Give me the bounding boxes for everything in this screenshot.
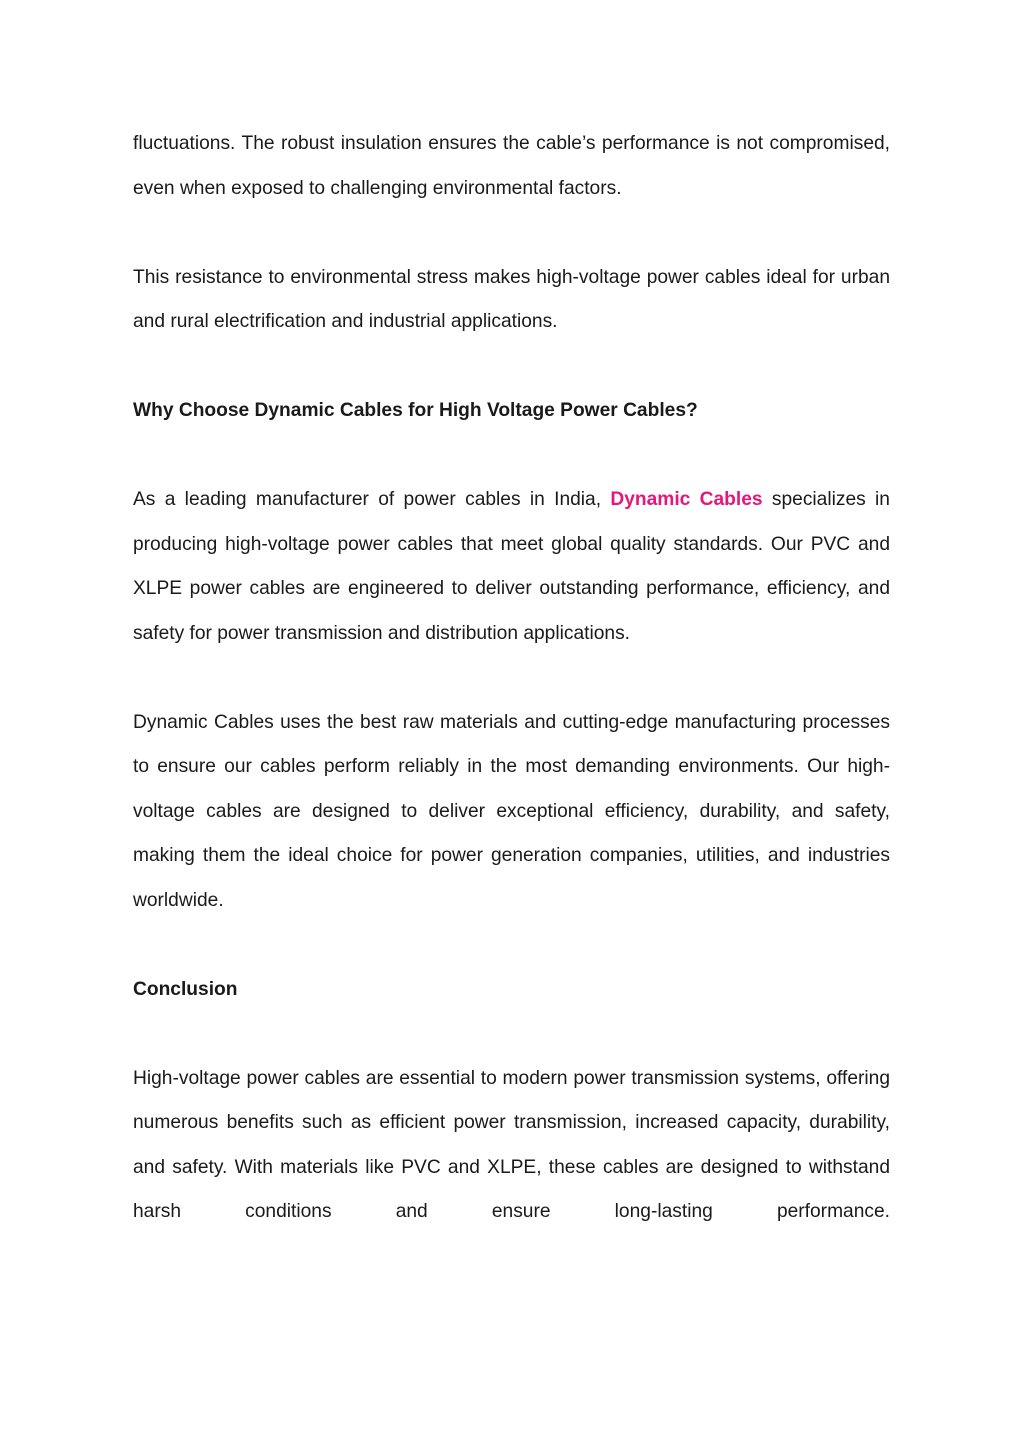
paragraph-spacer (133, 656, 890, 701)
paragraph-spacer (133, 211, 890, 256)
heading-why-choose: Why Choose Dynamic Cables for High Voltage Power Cables? (133, 400, 698, 421)
paragraph-text-after-link: specializes in producing high-voltage power cables that meet global quality standards. Our PVC and XLPE power cables are engineered to deliver outstanding performance, efficiency, and safety for power transmission and distribution applications. (133, 489, 890, 644)
paragraph-leading-manufacturer (133, 478, 890, 656)
dynamic-cables-link[interactable]: Dynamic Cables (610, 489, 763, 510)
paragraph-fluctuations: fluctuations. The robust insulation ensures the cable’s performance is not compromised, even when exposed to challenging environmental factors. (133, 133, 890, 199)
document-page (133, 122, 890, 1235)
paragraph-text-before-link: As a leading manufacturer of power cables in India, (133, 489, 611, 510)
paragraph-spacer (133, 434, 890, 479)
paragraph-environmental-stress: This resistance to environmental stress makes high-voltage power cables ideal for urban and rural electrification and industrial applications. (133, 266, 890, 332)
paragraph-spacer (133, 1012, 890, 1057)
paragraph-spacer (133, 923, 890, 968)
paragraph-raw-materials: Dynamic Cables uses the best raw materials and cutting-edge manufacturing processes to ensure our cables perform reliably in the most demanding environments. Our high-voltage cables are designed to deliver exceptional efficiency, durability, and safety, making them the ideal choice for power generation companies, utilities, and industries worldwide. (133, 711, 890, 911)
paragraph-spacer (133, 345, 890, 390)
paragraph-conclusion: High-voltage power cables are essential to modern power transmission systems, offering numerous benefits such as efficient power transmission, increased capacity, durability, and safety. With materials like PVC and XLPE, these cables are designed to withstand harsh conditions and ensure long-lasting performance. (133, 1067, 890, 1222)
heading-conclusion: Conclusion (133, 978, 238, 1000)
